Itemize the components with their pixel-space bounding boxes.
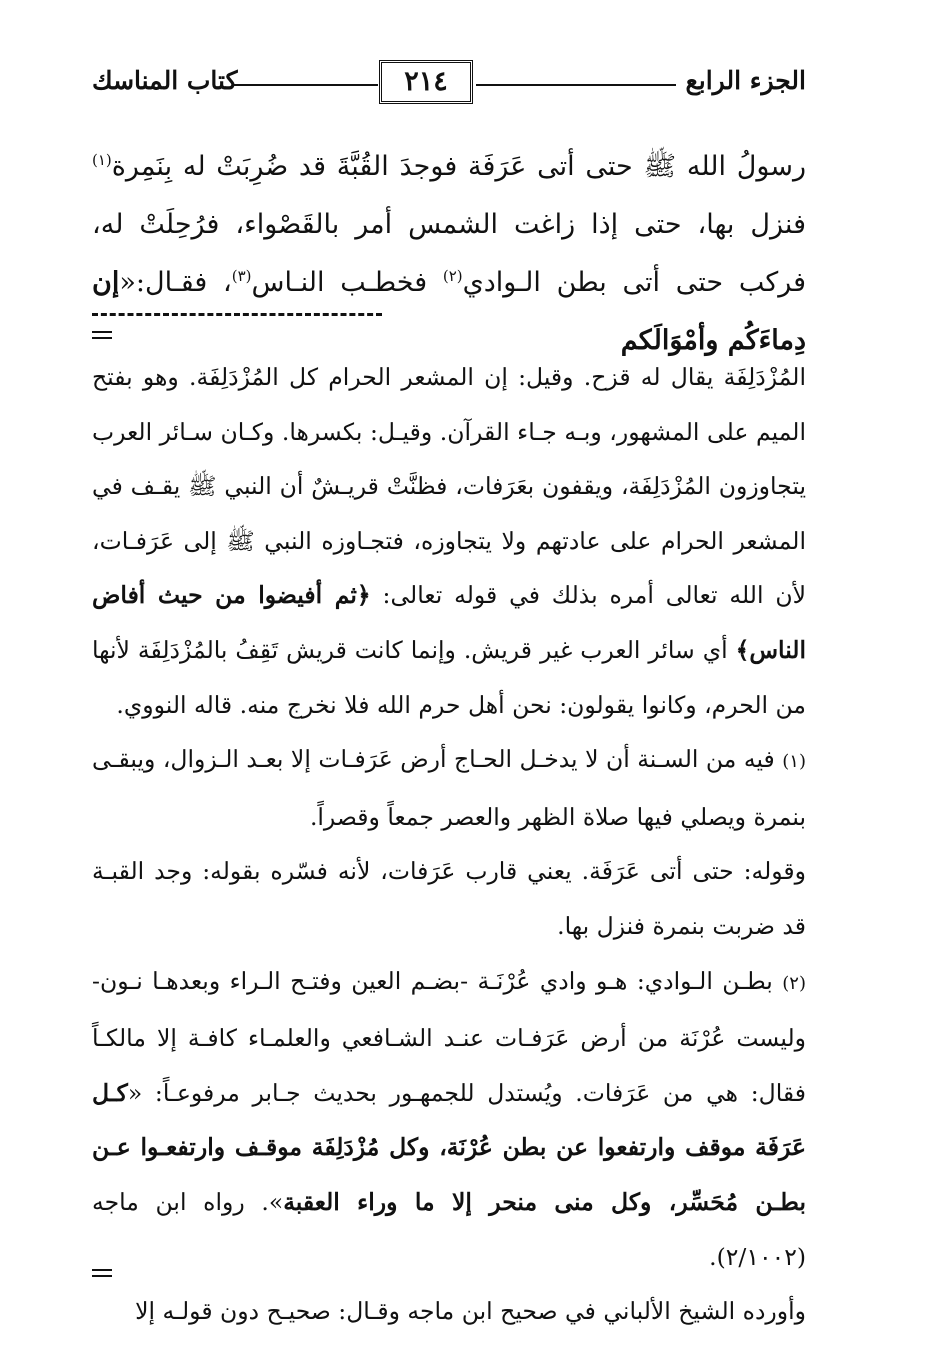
- footnote-1: [92, 732, 806, 844]
- main-text-part: رسولُ الله ﷺ حتى أتى عَرَفَة فوجدَ القُبَّةَ قد ضُرِبَتْ له بِنَمِرة: [111, 151, 806, 182]
- continuation-mark: [92, 331, 112, 339]
- main-paragraph: [92, 138, 806, 370]
- footnote-text: أي سائر العرب غير قريش. وإنما كانت قريش تَقِفُ بالمُزْدَلِفَة لأنها من الحرم، وكانوا يقولون: نحن أهل حرم الله فلا نخرج منه. قاله النووي.: [92, 635, 806, 719]
- page-header: [92, 62, 806, 110]
- continuation-dashes: [92, 313, 382, 316]
- header-rule-right: [476, 84, 676, 86]
- main-text: [92, 138, 806, 370]
- book-title: كتاب المناسك: [92, 66, 238, 95]
- footnote-text: ». رواه ابن ماجه (٢/١٠٠٢).: [92, 1187, 806, 1271]
- footnote-text: فيه من السـنة أن لا يدخـل الحـاج أرض عَرَفـات إلا بعـد الـزوال، ويبقـى بنمرة ويصلي فيها صلاة الظهر والعصر جمعاً وقصراً.: [92, 745, 806, 831]
- footnote-2: [92, 954, 806, 1285]
- footnote-continued: [92, 350, 806, 732]
- main-text-part: فنزل بها، حتى إذا زاغت الشمس أمر بالقَصْواء، فرُحِلَتْ له، فركب حتى أتى بطن الـوادي: [92, 209, 806, 298]
- footnote-text: وأورده الشيخ الألباني في صحيح ابن ماجه وقـال: صحيـح دون قولـه إلا: [135, 1297, 806, 1326]
- main-text-part: ، فقـال:«: [119, 267, 232, 298]
- main-text-part: فخطـب النـاس: [251, 267, 443, 298]
- footnote-ref-1: (١): [92, 151, 112, 169]
- continuation-mark: [92, 1269, 112, 1277]
- footnotes: [92, 350, 806, 1339]
- page-number: ٢١٤: [379, 60, 473, 104]
- footnote-text: بطـن الـوادي: هـو وادي عُرْنَـة -بضـم العين وفتـح الـراء وبعدهـا نـون- وليست عُرْنَة من أرض عَرَفـات عنـد الشـافعي والعلمـاء كافـة إلا مالكـاً فقال: هي من عَرَفات. ويُستدل للجمهـور بحديث جـابر مرفوعـاً: «: [92, 966, 806, 1107]
- footnote-text: وقوله: حتى أتى عَرَفَة. يعني قارب عَرَفات، لأنه فسّره بقوله: وجد القبـة قد ضربت بنمرة فنزل بها.: [92, 857, 806, 940]
- footnote-number: (٢): [782, 972, 806, 994]
- quran-verse: ﴿ثم أفيضوا من حيث أفاض الناس﴾: [92, 581, 806, 664]
- footnote-ref-3: (٣): [231, 267, 252, 285]
- footnote-2-continued: [92, 1284, 806, 1339]
- hadith-text: كـل عَرَفَة موقف وارتفعوا عن بطن عُرْنَة، وكل مُزْدَلِفَة موقـف وارتفعـوا عـن بطـن مُحَسِّر، وكل منى منحر إلا ما وراء العقبة: [92, 1078, 806, 1216]
- hadith-quote: إن دِماءَكُم وأمْوَالَكم: [92, 267, 806, 356]
- footnote-ref-2: (٢): [442, 267, 463, 285]
- footnote-number: (١): [782, 751, 806, 773]
- header-rule-left: [232, 84, 378, 86]
- footnote-text: المُزْدَلِفَة يقال له قزح. وقيل: إن المشعر الحرام كل المُزْدَلِفَة. وهو بفتح الميم على المشهور، وبـه جـاء القرآن. وقيـل: بكسرها. وكـان سـائر العرب يتجاوزون المُزْدَلِفَة، ويقفون بعَرَفات، فظنَّتْ قريـشٌ أن النبي ﷺ يقـف في المشعر الحرام على عادتهم ولا يتجاوزه، فتجـاوزه النبي ﷺ إلى عَرَفـات، لأن الله تعالى أمره بذلك في قوله تعالى:: [92, 363, 806, 610]
- volume-title: الجزء الرابع: [685, 66, 806, 95]
- footnote-1-continued: [92, 844, 806, 953]
